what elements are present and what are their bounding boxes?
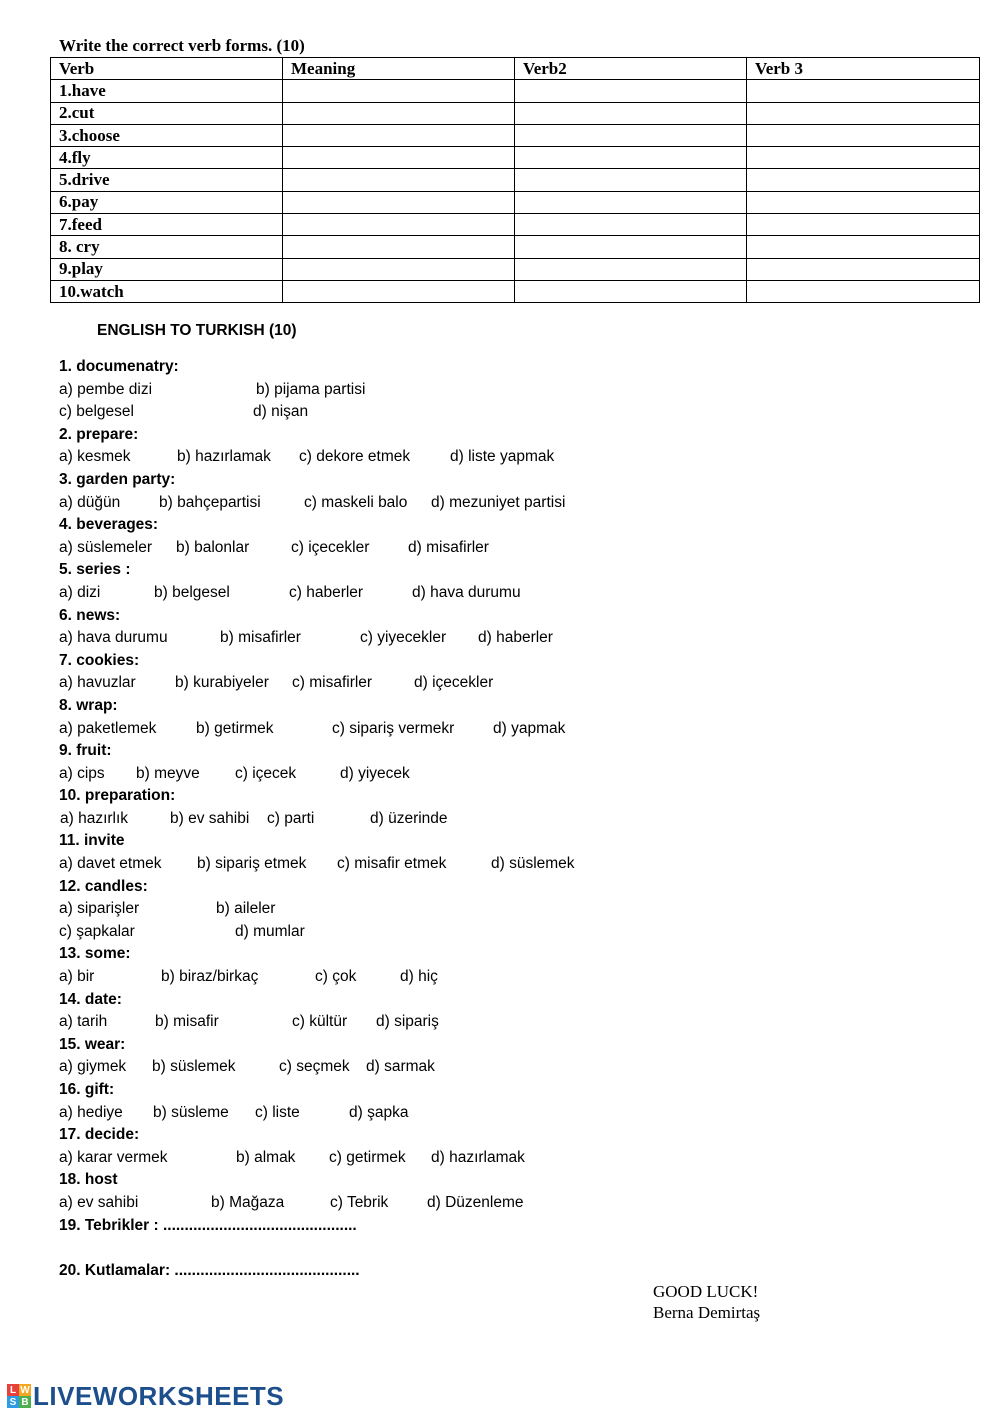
- verb3-cell[interactable]: [747, 80, 980, 102]
- option-row: [59, 808, 759, 831]
- answer-option[interactable]: a) ev sahibi: [59, 1193, 139, 1211]
- verb-cell: 10.watch: [51, 280, 283, 302]
- question-prompt: 7. cookies:: [59, 651, 140, 669]
- answer-option[interactable]: c) içecekler: [291, 538, 370, 556]
- question-prompt: 18. host: [59, 1171, 118, 1189]
- verb2-cell[interactable]: [515, 80, 747, 102]
- option-row: [59, 1147, 759, 1170]
- verb3-cell[interactable]: [747, 147, 980, 169]
- answer-option[interactable]: c) misafirler: [292, 674, 373, 692]
- answer-option[interactable]: a) bir: [59, 968, 95, 986]
- question-prompt: 14. date:: [59, 990, 122, 1008]
- option-row: [59, 582, 759, 605]
- meaning-cell[interactable]: [283, 169, 515, 191]
- answer-option[interactable]: d) misafirler: [408, 538, 489, 556]
- verb-section-title: Write the correct verb forms. (10): [59, 36, 305, 55]
- question-prompt: 8. wrap:: [59, 696, 118, 714]
- answer-option[interactable]: b) kurabiyeler: [175, 674, 269, 692]
- answer-option[interactable]: b) bahçepartisi: [159, 493, 261, 511]
- answer-option[interactable]: a) kesmek: [59, 448, 131, 466]
- table-row: [51, 236, 980, 258]
- option-row: [59, 763, 759, 786]
- answer-option[interactable]: b) balonlar: [176, 538, 250, 556]
- answer-option[interactable]: b) belgesel: [154, 583, 230, 601]
- verb3-cell[interactable]: [747, 214, 980, 236]
- question-prompt: 2. prepare:: [59, 425, 139, 443]
- verb2-cell[interactable]: [515, 214, 747, 236]
- meaning-cell[interactable]: [283, 258, 515, 280]
- answer-option[interactable]: b) aileler: [216, 900, 276, 918]
- answer-option[interactable]: c) maskeli balo: [304, 493, 408, 511]
- answer-option[interactable]: d) içecekler: [414, 674, 494, 692]
- option-row: [59, 401, 759, 424]
- answer-option[interactable]: d) üzerinde: [370, 809, 448, 827]
- option-row: [59, 966, 759, 989]
- option-row: [59, 1056, 759, 1079]
- verb2-cell[interactable]: [515, 147, 747, 169]
- question-prompt: 11. invite: [59, 832, 125, 850]
- answer-option[interactable]: c) belgesel: [59, 403, 134, 421]
- table-row: [51, 169, 980, 191]
- answer-option[interactable]: c) çok: [315, 968, 357, 986]
- table-row: [51, 147, 980, 169]
- answer-option[interactable]: a) karar vermek: [59, 1148, 168, 1166]
- option-row: [59, 672, 759, 695]
- meaning-cell[interactable]: [283, 124, 515, 146]
- table-header-row: [51, 58, 980, 80]
- verb2-cell[interactable]: [515, 102, 747, 124]
- question-prompt: 9. fruit:: [59, 742, 112, 760]
- meaning-cell[interactable]: [283, 236, 515, 258]
- verb3-cell[interactable]: [747, 169, 980, 191]
- question-prompt: 4. beverages:: [59, 516, 159, 534]
- answer-option[interactable]: d) nişan: [253, 403, 309, 421]
- answer-option[interactable]: d) şapka: [349, 1103, 409, 1121]
- verb2-cell[interactable]: [515, 280, 747, 302]
- answer-option[interactable]: c) seçmek: [279, 1058, 350, 1076]
- verb2-cell[interactable]: [515, 236, 747, 258]
- answer-option[interactable]: a) dizi: [59, 583, 101, 601]
- verb3-cell[interactable]: [747, 236, 980, 258]
- answer-option[interactable]: c) misafir etmek: [337, 855, 447, 873]
- verb2-cell[interactable]: [515, 169, 747, 191]
- answer-option[interactable]: b) süslemek: [152, 1058, 236, 1076]
- answer-option[interactable]: b) Mağaza: [211, 1193, 285, 1211]
- verb3-cell[interactable]: [747, 191, 980, 213]
- answer-option[interactable]: c) yiyecekler: [360, 629, 447, 647]
- verb-cell: 9.play: [51, 258, 283, 280]
- verb-cell: 1.have: [51, 80, 283, 102]
- spacer: [59, 1237, 759, 1260]
- answer-option[interactable]: d) mezuniyet partisi: [431, 493, 566, 511]
- meaning-cell[interactable]: [283, 147, 515, 169]
- verb3-cell[interactable]: [747, 102, 980, 124]
- answer-option[interactable]: d) süslemek: [491, 855, 575, 873]
- answer-option[interactable]: a) tarih: [59, 1013, 108, 1031]
- option-row: [59, 898, 759, 921]
- answer-option[interactable]: d) sipariş: [376, 1013, 439, 1031]
- answer-option[interactable]: a) cips: [59, 764, 105, 782]
- good-luck-text: GOOD LUCK!: [653, 1282, 759, 1301]
- table-row: [51, 214, 980, 236]
- verb3-cell[interactable]: [747, 280, 980, 302]
- answer-option[interactable]: a) hazırlık: [60, 809, 129, 827]
- verb-cell: 4.fly: [51, 147, 283, 169]
- question-prompt: 12. candles:: [59, 877, 148, 895]
- answer-option[interactable]: d) liste yapmak: [450, 448, 555, 466]
- option-row: [59, 492, 759, 515]
- answer-option[interactable]: a) düğün: [59, 493, 121, 511]
- option-row: [59, 537, 759, 560]
- answer-option[interactable]: d) hava durumu: [412, 583, 521, 601]
- answer-option[interactable]: d) sarmak: [366, 1058, 435, 1076]
- column-header-verb2: Verb2: [515, 58, 747, 80]
- answer-option[interactable]: d) hazırlamak: [431, 1148, 525, 1166]
- quiz-section-heading: ENGLISH TO TURKISH (10): [97, 322, 297, 339]
- option-row: [59, 1102, 759, 1125]
- verb-cell: 2.cut: [51, 102, 283, 124]
- answer-option[interactable]: c) şapkalar: [59, 922, 135, 940]
- table-row: [51, 191, 980, 213]
- answer-option[interactable]: b) misafirler: [220, 629, 301, 647]
- answer-option[interactable]: d) Düzenleme: [427, 1193, 524, 1211]
- verb-forms-table: [50, 57, 980, 303]
- answer-option[interactable]: b) sipariş etmek: [197, 855, 307, 873]
- answer-option[interactable]: d) yiyecek: [340, 764, 410, 782]
- answer-option[interactable]: a) pembe dizi: [59, 380, 153, 398]
- table-row: [51, 102, 980, 124]
- answer-option[interactable]: c) parti: [267, 809, 315, 827]
- answer-option[interactable]: a) davet etmek: [59, 855, 162, 873]
- logo-mark-tile: B: [19, 1396, 31, 1408]
- answer-option[interactable]: d) mumlar: [235, 922, 305, 940]
- question-prompt: 6. news:: [59, 606, 121, 624]
- answer-option[interactable]: b) süsleme: [153, 1103, 229, 1121]
- table-row: [51, 258, 980, 280]
- question-prompt: 10. preparation:: [59, 787, 176, 805]
- question-prompt: 16. gift:: [59, 1081, 115, 1098]
- verb3-cell[interactable]: [747, 258, 980, 280]
- answer-option[interactable]: a) giymek: [59, 1058, 127, 1076]
- answer-option[interactable]: d) yapmak: [493, 719, 566, 737]
- column-header-verb: Verb: [51, 58, 283, 80]
- question-prompt: 17. decide:: [59, 1126, 140, 1144]
- fill-in-question[interactable]: 19. Tebrikler : .............................................: [59, 1216, 357, 1234]
- answer-option[interactable]: c) getirmek: [329, 1148, 406, 1166]
- answer-option[interactable]: c) Tebrik: [330, 1193, 389, 1211]
- meaning-cell[interactable]: [283, 191, 515, 213]
- option-row: [59, 446, 759, 469]
- option-row: [59, 379, 759, 402]
- answer-option[interactable]: a) hava durumu: [59, 629, 168, 647]
- option-row: [59, 1192, 759, 1215]
- answer-option[interactable]: a) hediye: [59, 1103, 123, 1121]
- verb-cell: 5.drive: [51, 169, 283, 191]
- question-prompt: 15. wear:: [59, 1035, 126, 1053]
- answer-option[interactable]: a) süslemeler: [59, 538, 153, 556]
- meaning-cell[interactable]: [283, 102, 515, 124]
- option-row: [59, 1011, 759, 1034]
- column-header-meaning: Meaning: [283, 58, 515, 80]
- logo-mark-tile: S: [7, 1396, 19, 1408]
- answer-option[interactable]: c) haberler: [289, 583, 364, 601]
- answer-option[interactable]: c) dekore etmek: [299, 448, 411, 466]
- option-row: [59, 921, 759, 944]
- answer-option[interactable]: d) haberler: [478, 629, 553, 647]
- verb2-cell[interactable]: [515, 191, 747, 213]
- answer-option[interactable]: b) meyve: [136, 764, 200, 782]
- quiz-list: [59, 356, 759, 1282]
- answer-option[interactable]: b) getirmek: [196, 719, 274, 737]
- option-row: [59, 627, 759, 650]
- table-row: [51, 124, 980, 146]
- verb-cell: 3.choose: [51, 124, 283, 146]
- answer-option[interactable]: c) sipariş vermekr: [332, 719, 455, 737]
- verb2-cell[interactable]: [515, 258, 747, 280]
- meaning-cell[interactable]: [283, 280, 515, 302]
- liveworksheets-logo[interactable]: [7, 1381, 284, 1411]
- answer-option[interactable]: b) hazırlamak: [177, 448, 271, 466]
- answer-option[interactable]: b) ev sahibi: [170, 809, 250, 827]
- answer-option[interactable]: b) biraz/birkaç: [161, 968, 259, 986]
- table-row: [51, 80, 980, 102]
- option-row: [59, 718, 759, 741]
- meaning-cell[interactable]: [283, 80, 515, 102]
- verb-cell: 6.pay: [51, 191, 283, 213]
- answer-option[interactable]: d) hiç: [400, 968, 438, 986]
- answer-option[interactable]: c) kültür: [292, 1013, 348, 1031]
- logo-mark-icon: [7, 1384, 31, 1408]
- answer-option[interactable]: a) paketlemek: [59, 719, 157, 737]
- question-prompt: 1. documenatry:: [59, 358, 179, 375]
- logo-mark-tile: W: [20, 1384, 30, 1396]
- meaning-cell[interactable]: [283, 214, 515, 236]
- verb3-cell[interactable]: [747, 124, 980, 146]
- question-prompt: 5. series :: [59, 561, 131, 579]
- logo-text: LIVEWORKSHEETS: [33, 1380, 285, 1411]
- answer-option[interactable]: b) misafir: [155, 1013, 219, 1031]
- author-name: Berna Demirtaş: [653, 1303, 761, 1322]
- question-prompt: 13. some:: [59, 945, 131, 963]
- verb2-cell[interactable]: [515, 124, 747, 146]
- column-header-verb3: Verb 3: [747, 58, 980, 80]
- answer-option[interactable]: c) liste: [255, 1103, 300, 1121]
- answer-option[interactable]: a) havuzlar: [59, 674, 136, 692]
- table-row: [51, 280, 980, 302]
- closing-block: [653, 1281, 760, 1323]
- answer-option[interactable]: b) almak: [236, 1148, 296, 1166]
- verb-cell: 7.feed: [51, 214, 283, 236]
- option-row: [59, 853, 759, 876]
- answer-option[interactable]: c) içecek: [235, 764, 297, 782]
- answer-option[interactable]: a) siparişler: [59, 900, 140, 918]
- verb-cell: 8. cry: [51, 236, 283, 258]
- answer-option[interactable]: b) pijama partisi: [256, 380, 366, 398]
- question-prompt: 3. garden party:: [59, 470, 176, 488]
- logo-mark-tile: L: [7, 1384, 19, 1396]
- fill-in-question[interactable]: 20. Kutlamalar: ...........................................: [59, 1261, 360, 1279]
